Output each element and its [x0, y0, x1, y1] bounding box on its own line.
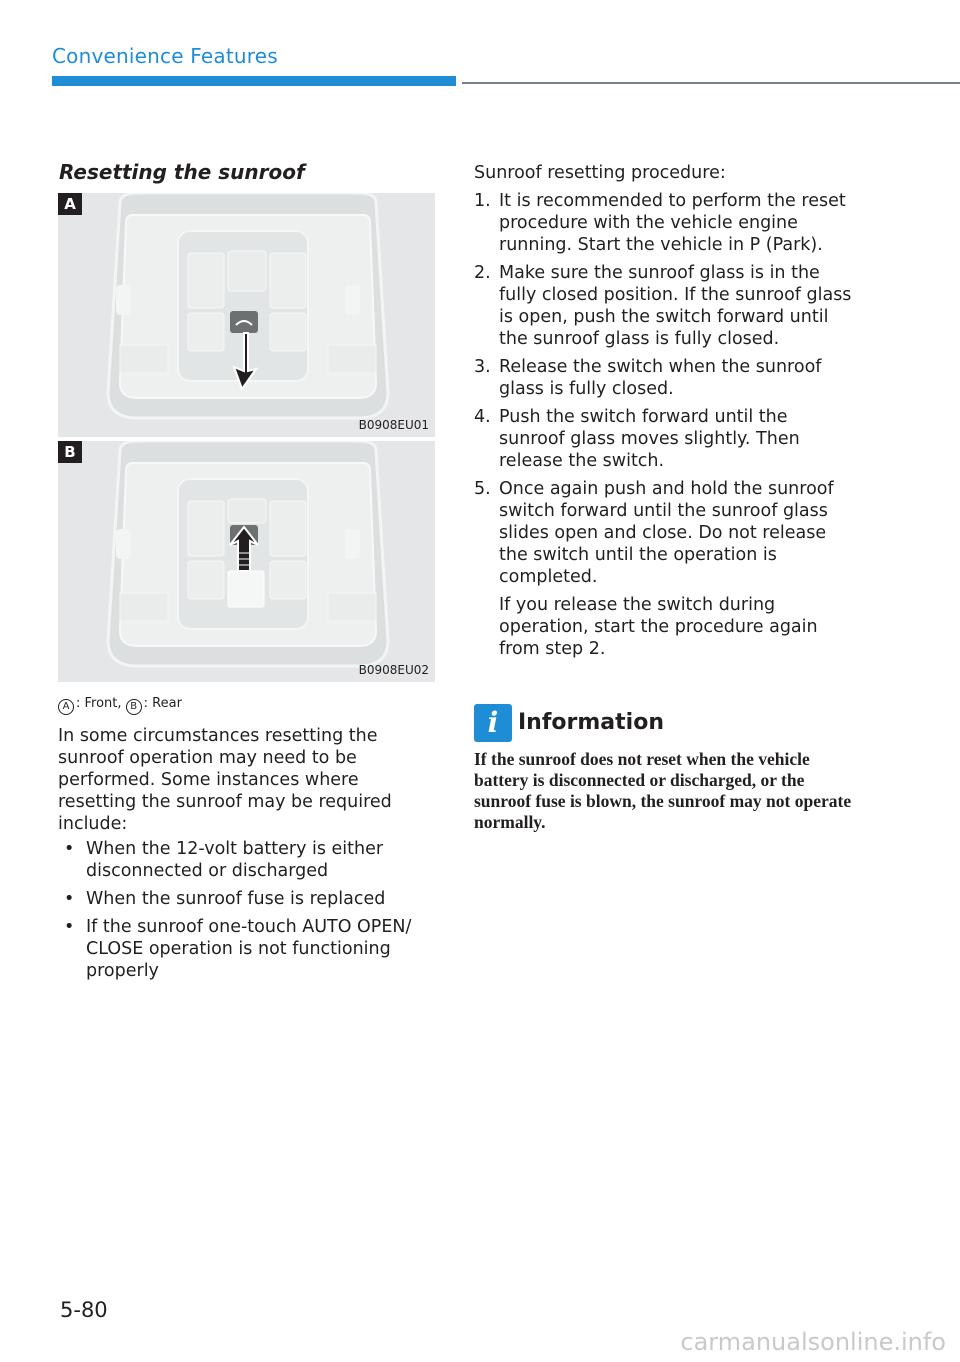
overhead-console-illustration-front — [58, 193, 435, 437]
section-title: Resetting the sunroof — [59, 160, 305, 184]
step-text: Push the switch forward until the sunroof glass moves slightly. Then release the switch. — [499, 407, 800, 471]
step-number: 4. — [474, 407, 491, 427]
step-text: Once again push and hold the sunroof switch forward until the sunroof glass slides open and close. Do not release the switch until the operation is completed. — [499, 479, 834, 587]
step-note: If you release the switch during operation, start the procedure again from step 2. — [499, 595, 818, 659]
caption-text-a: : Front, — [76, 696, 126, 711]
caption-marker-b: B — [126, 699, 142, 715]
step-number: 3. — [474, 357, 491, 377]
figure-code-a: B0908EU01 — [358, 418, 429, 432]
step-text: Release the switch when the sunroof glass is fully closed. — [499, 357, 822, 399]
caption-marker-a: A — [58, 699, 74, 715]
figure-front-console — [58, 193, 435, 437]
procedure-title: Sunroof resetting procedure: — [474, 163, 726, 183]
step-number: 1. — [474, 191, 491, 211]
figure-caption — [58, 696, 182, 715]
caption-text-b: : Rear — [143, 696, 182, 711]
step-text: It is recommended to perform the reset procedure with the vehicle engine running. Start the vehicle in P (Park). — [499, 191, 846, 255]
header-accent-bar — [52, 76, 456, 86]
section-header-title: Convenience Features — [52, 44, 278, 68]
step-item — [474, 356, 854, 400]
figure-label-a: A — [58, 193, 82, 215]
list-item: • If the sunroof one-touch AUTO OPEN/ CLOSE operation is not functioning properly — [58, 916, 443, 982]
step-item — [474, 190, 854, 256]
info-icon: i — [474, 704, 512, 742]
information-text: If the sunroof does not reset when the vehicle battery is disconnected or discharged, or the sunroof fuse is blown, the sunroof may not operate normally. — [474, 749, 852, 832]
step-item — [474, 406, 854, 472]
step-number: 2. — [474, 263, 491, 283]
figure-rear-console — [58, 441, 435, 682]
information-title: Information — [518, 710, 664, 735]
reset-conditions-list — [58, 838, 443, 988]
step-number: 5. — [474, 479, 491, 499]
header-divider — [462, 82, 960, 84]
intro-paragraph: In some circumstances resetting the sunroof operation may need to be performed. Some instances where resetting the sunroof may be required include: — [58, 726, 392, 834]
list-item: • When the 12-volt battery is either disconnected or discharged — [58, 838, 443, 882]
page-number: 5-80 — [60, 1298, 108, 1322]
watermark: carmanualsonline.info — [680, 1328, 946, 1356]
figure-label-b: B — [58, 441, 82, 463]
step-text: Make sure the sunroof glass is in the fully closed position. If the sunroof glass is open, push the switch forward until the sunroof glass is fully closed. — [499, 263, 852, 349]
overhead-console-illustration-rear — [58, 441, 435, 682]
step-item — [474, 262, 854, 350]
list-item: • When the sunroof fuse is replaced — [58, 888, 443, 910]
procedure-steps — [474, 190, 854, 666]
figure-code-b: B0908EU02 — [358, 663, 429, 677]
step-item — [474, 478, 854, 660]
